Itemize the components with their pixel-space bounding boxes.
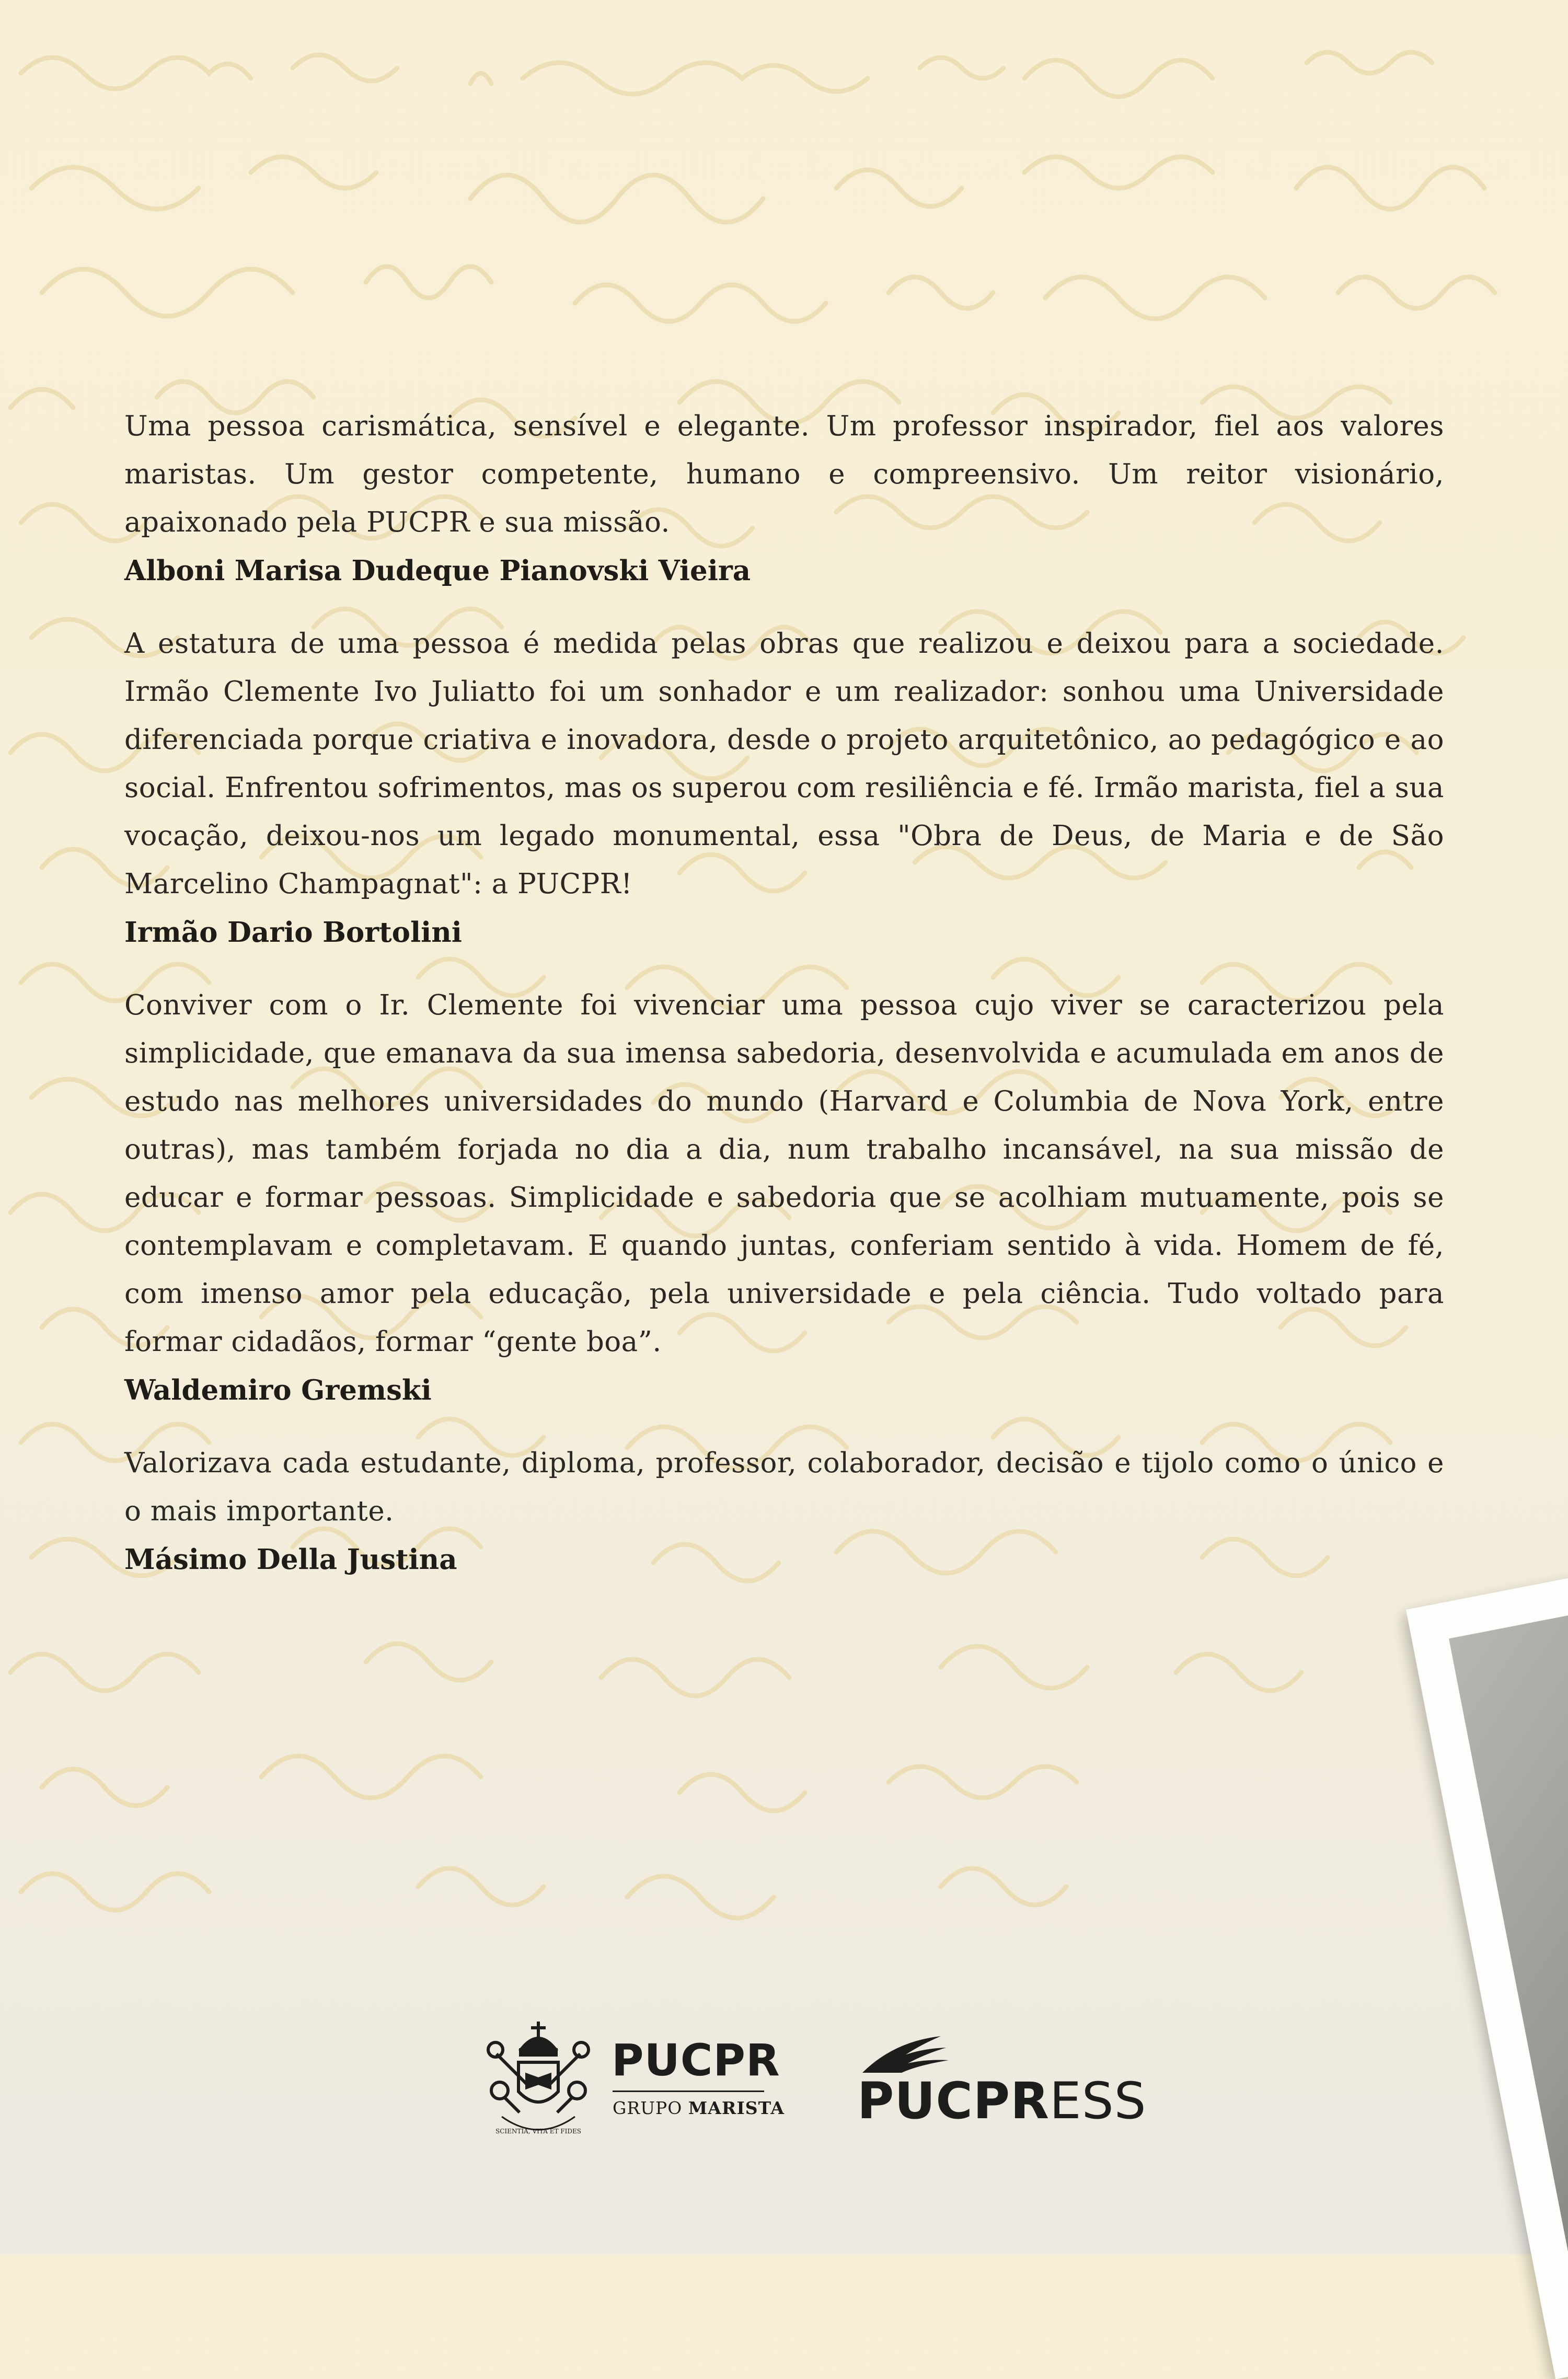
testimonial [124,981,1444,1414]
testimonial-author: Alboni Marisa Dudeque Pianovski Vieira [124,555,751,587]
footer-logos [470,2017,1150,2153]
logo-divider [613,2091,764,2092]
pucpress-wordmark [857,2072,1147,2130]
testimonial-author: Irmão Dario Bortolini [124,916,462,949]
marista-label: MARISTA [688,2098,785,2118]
pucpress-light: ESS [1050,2072,1147,2130]
testimonial [124,1439,1444,1584]
grupo-label: GRUPO [613,2098,688,2118]
testimonial-quote: A estatura de uma pessoa é medida pelas obras que realizou e deixou para a sociedade. Irmão Clemente Ivo Juliatto foi um sonhador e um realizador: sonhou uma Universidade diferenciada porque criativa e inovadora, desde o projeto arquitetônico, ao pedagógico e ao social. Enfrentou sofrimentos, mas os superou com resiliência e fé. Irmão marista, fiel a sua vocação, deixou-nos um legado monumental, essa "Obra de Deus, de Maria e de São Marcelino Champagnat": a PUCPR! [124,628,1444,900]
open-book-icon [857,2028,951,2075]
pucpr-seal-icon [481,2017,596,2138]
testimonial-quote: Valorizava cada estudante, diploma, professor, colaborador, decisão e tijolo como o único e o mais importante. [124,1447,1444,1527]
testimonial [124,620,1444,956]
grupo-marista-label [613,2098,785,2118]
pucpr-logo [470,2017,785,2138]
pucpress-logo [857,2028,1147,2138]
testimonial-quote: Conviver com o Ir. Clemente foi vivenciar uma pessoa cujo viver se caracterizou pela simplicidade, que emanava da sua imensa sabedoria, desenvolvida e acumulada em anos de estudo nas melhores universidades do mundo (Harvard e Columbia de Nova York, entre outras), mas também forjada no dia a dia, num trabalho incansável, na sua missão de educar e formar pessoas. Simplicidade e sabedoria que se acolhiam mutuamente, pois se contemplavam e completavam. E quando juntas, conferiam sentido à vida. Homem de fé, com imenso amor pela educação, pela universidade e pela ciência. Tudo voltado para formar cidadãos, formar “gente boa”. [124,989,1444,1358]
testimonial-author: Másimo Della Justina [124,1543,457,1576]
testimonial-author: Waldemiro Gremski [124,1374,432,1406]
pucpr-wordmark: PUCPR [612,2035,780,2086]
pucpress-bold: PUCPR [857,2072,1050,2130]
testimonial-quote: Uma pessoa carismática, sensível e elegante. Um professor inspirador, fiel aos valores maristas. Um gestor competente, humano e compreensivo. Um reitor visionário, apaixonado pela PUCPR e sua missão. [124,410,1444,538]
testimonial [124,402,1444,595]
testimonials [124,402,1444,1609]
seal-motto: SCIENTIA, VITA ET FIDES [495,2128,581,2135]
